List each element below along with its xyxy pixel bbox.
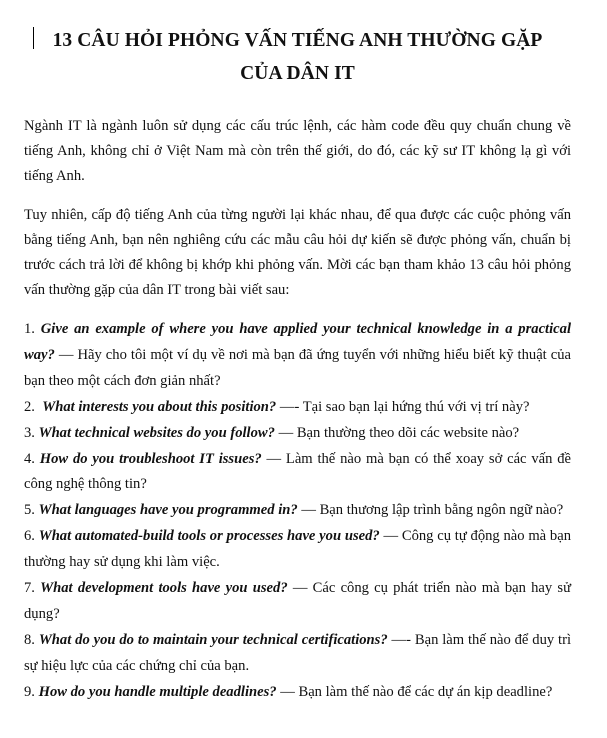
question-item <box>24 524 571 576</box>
question-text: How do you handle multiple deadlines? <box>38 683 277 700</box>
question-text: What interests you about this position? <box>42 398 277 415</box>
intro-paragraph-1: Ngành IT là ngành luôn sử dụng các cấu trúc lệnh, các hàm code đều quy chuẩn chung về tiếng Anh, không chỉ ở Việt Nam mà còn trên thế giới, do đó, các kỹ sư IT không lạ gì với tiếng Anh. <box>24 118 571 184</box>
question-item <box>24 317 571 395</box>
question-number: 8. <box>24 631 39 648</box>
question-item <box>24 447 571 499</box>
question-text: What automated-build tools or processes have you used? <box>38 528 380 545</box>
text-cursor <box>33 27 34 49</box>
question-text: Give an example of where you have applied your technical knowledge in a practical way? <box>24 321 571 363</box>
question-item <box>24 576 571 628</box>
question-answer: — Hãy cho tôi một ví dụ về nơi mà bạn đã ứng tuyển với những hiểu biết kỹ thuật của bạn theo một cách đơn giản nhất? <box>24 346 571 389</box>
title-line-2: CỦA DÂN IT <box>240 63 355 84</box>
question-answer: — Bạn thường theo dõi các website nào? <box>274 424 520 441</box>
question-item <box>24 421 571 447</box>
question-answer: — Bạn thương lập trình bằng ngôn ngữ nào? <box>297 502 564 519</box>
question-answer: —- Bạn làm thế nào để duy trì sự hiệu lực của các chứng chỉ của bạn. <box>24 631 572 674</box>
question-number: 7. <box>24 580 41 597</box>
title-line-1: 13 CÂU HỎI PHỎNG VẤN TIẾNG ANH THƯỜNG GẶP <box>52 30 543 51</box>
question-number: 4. <box>24 450 40 467</box>
question-number: 1. <box>24 321 41 337</box>
question-text: What technical websites do you follow? <box>38 424 275 441</box>
question-text: What languages have you programmed in? <box>38 502 298 519</box>
question-number: 2. <box>24 398 43 415</box>
question-item <box>24 395 571 421</box>
question-number: 9. <box>24 683 39 700</box>
question-answer: — Bạn làm thế nào để các dự án kịp deadline? <box>276 683 553 700</box>
question-text: What development tools have you used? <box>40 580 288 597</box>
question-answer: — Các công cụ phát triển nào mà bạn hay sử dụng? <box>24 580 572 622</box>
question-item <box>24 498 571 524</box>
question-number: 5. <box>24 502 39 519</box>
question-item <box>24 628 571 680</box>
question-answer: — Công cụ tự động nào mà bạn thường hay sử dụng khi làm việc. <box>24 528 571 571</box>
question-answer: — Làm thế nào mà bạn có thể xoay sở các vấn đề công nghệ thông tin? <box>24 450 572 493</box>
question-item <box>24 680 571 706</box>
question-number: 6. <box>24 528 39 545</box>
question-text: How do you troubleshoot IT issues? <box>39 450 262 467</box>
intro-paragraph-2: Tuy nhiên, cấp độ tiếng Anh của từng người lại khác nhau, để qua được các cuộc phỏng vấn bằng tiếng Anh, bạn nên nghiêng cứu các mẫu câu hỏi dự kiến sẽ được phỏng vấn, chuẩn bị trước cách trả lời để không bị khớp khi phỏng vấn. Mời các bạn tham khảo 13 câu hỏi phỏng vấn thường gặp của dân IT trong bài viết sau: <box>24 207 571 298</box>
question-answer: —- Tại sao bạn lại hứng thú với vị trí này? <box>276 398 530 415</box>
question-text: What do you do to maintain your technical certifications? <box>38 631 388 648</box>
question-number: 3. <box>24 424 39 441</box>
document-title <box>24 0 571 90</box>
question-list <box>24 317 571 706</box>
